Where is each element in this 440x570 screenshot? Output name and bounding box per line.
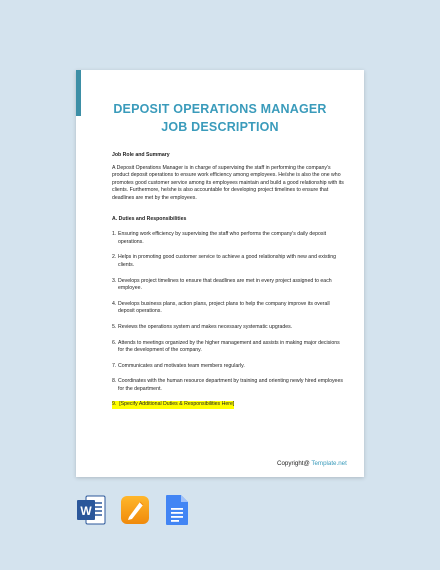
duty-item	[112, 378, 344, 393]
duty-text: Ensuring work efficiency by supervising the staff who performs the company's daily deposit operations.	[118, 231, 327, 245]
copyright	[277, 460, 347, 467]
duty-number: 8.	[112, 378, 117, 385]
duty-number: 3.	[112, 277, 117, 284]
title-line-2: JOB DESCRIPTION	[161, 120, 279, 134]
duty-item	[112, 254, 344, 269]
duty-text: Communicates and motivates team members regularly.	[118, 362, 245, 369]
duty-text: Develops business plans, action plans, project plans to help the company improve its overall deposit operations.	[118, 300, 330, 315]
duty-item	[112, 278, 344, 293]
duty-text: Attends to meetings organized by the higher management and assists in making major decisions for the development of the company.	[118, 339, 340, 354]
duty-item	[112, 231, 344, 246]
duty-item	[112, 363, 344, 371]
document-page	[76, 70, 364, 477]
duty-number: 4.	[112, 300, 117, 307]
duty-text: Develops project timelines to ensure that deadlines are met in every project assigned to each employee.	[118, 277, 332, 292]
duty-number: 9.	[112, 401, 117, 408]
duty-text: Reviews the operations system and makes necessary systematic upgrades.	[118, 323, 293, 330]
duty-item-placeholder	[112, 401, 344, 409]
word-icon-letter: W	[80, 504, 92, 518]
google-docs-icon[interactable]	[162, 493, 192, 527]
duty-text: Helps in promoting good customer service to achieve a good relationship with new and existing clients.	[118, 254, 336, 268]
duty-placeholder-text: [Specify Additional Duties & Responsibilities Here]	[119, 401, 235, 408]
duty-item	[112, 301, 344, 316]
duty-number: 7.	[112, 362, 117, 369]
placeholder-highlight	[112, 401, 234, 409]
template-link[interactable]: Template.net	[311, 460, 347, 467]
document-body	[112, 152, 344, 417]
duty-number: 1.	[112, 231, 117, 238]
duty-number: 2.	[112, 254, 117, 261]
duties-heading: A. Duties and Responsibilities	[112, 215, 187, 222]
document-title	[76, 100, 364, 136]
summary-paragraph: A Deposit Operations Manager is in charge of supervising the staff in performing the company's product deposit operations to ensure work efficiency among employees. He/she is also the one who promotes good customer service among its employees maintain and build a good relationship with its clients. Furthermore, he/she is also accountable for developing project timelines to ensure that deadlines are met by the employees.	[112, 164, 344, 201]
duty-number: 5.	[112, 323, 117, 330]
copyright-text: Copyright@	[277, 460, 312, 467]
word-icon[interactable]	[76, 493, 106, 527]
pages-icon[interactable]	[120, 493, 150, 527]
duty-item	[112, 340, 344, 355]
duty-number: 6.	[112, 339, 117, 346]
title-line-1: DEPOSIT OPERATIONS MANAGER	[113, 102, 327, 116]
role-heading: Job Role and Summary	[112, 152, 170, 158]
duty-item	[112, 324, 344, 332]
duty-text: Coordinates with the human resource department by training and orienting newly hired employees for the department.	[118, 378, 343, 392]
